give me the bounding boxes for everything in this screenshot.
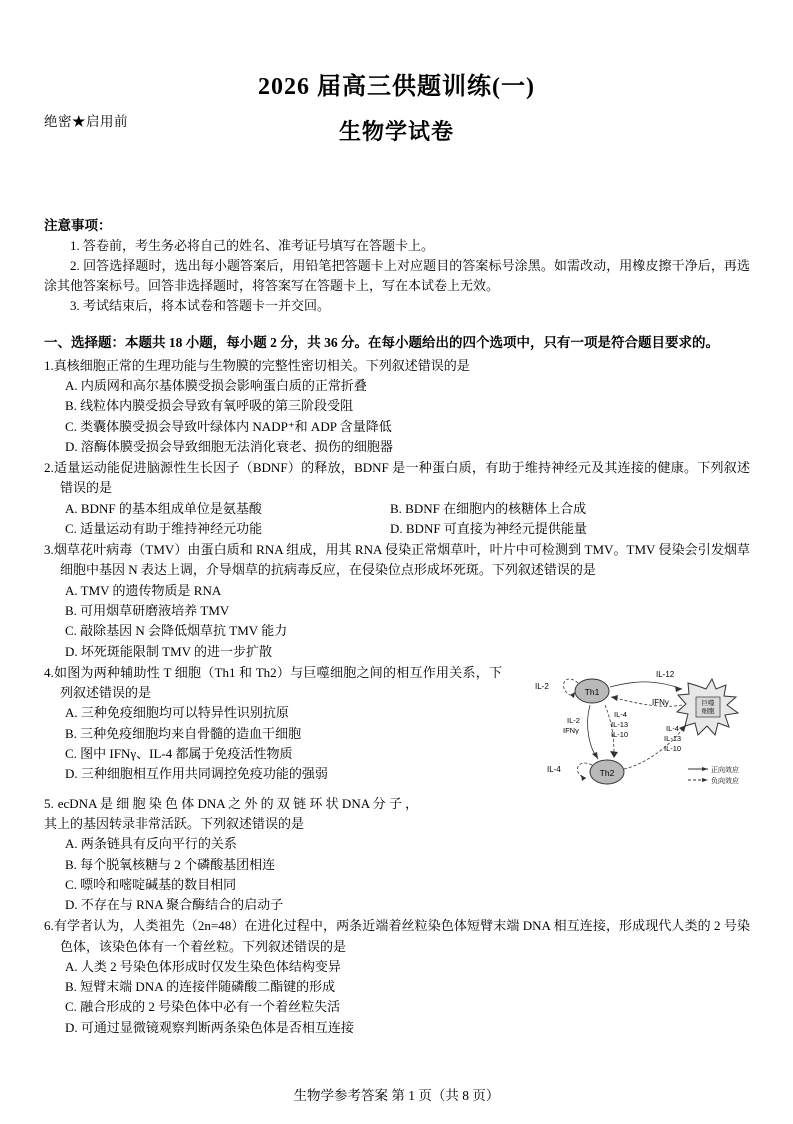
question-stem (44, 916, 750, 957)
question-6 (44, 916, 750, 1038)
option-a[interactable]: A. 内质网和高尔基体膜受损会影响蛋白质的正常折叠 (65, 378, 367, 394)
option-b[interactable]: B. 每个脱氧核糖与 2 个磷酸基团相连 (65, 856, 276, 872)
question-3 (44, 540, 750, 662)
exam-content (44, 214, 750, 1038)
exam-page (0, 66, 793, 1124)
option-row (44, 499, 750, 519)
page-footer: 生物学参考答案 第 1 页（共 8 页） (293, 1088, 500, 1103)
question-number: 4. (44, 664, 54, 680)
svg-text:IFNγ: IFNγ (563, 725, 579, 735)
option-a[interactable]: A. 三种免疫细胞均可以特异性识别抗原 (65, 705, 289, 721)
secret-mark: 绝密★启用前 (44, 114, 128, 129)
option-c[interactable]: C. 融合形成的 2 号染色体中必有一个着丝粒失活 (65, 999, 341, 1015)
option-c[interactable]: C. 图中 IFNγ、IL-4 都属于免疫活性物质 (65, 745, 293, 761)
page-title: 2026 届高三供题训练(一) (258, 74, 535, 100)
svg-text:细胞: 细胞 (701, 707, 715, 715)
question-text: 如图为两种辅助性 T 细胞（Th1 和 Th2）与巨噬细胞之间的相互作用关系，下列叙述错误的是 (53, 664, 502, 701)
notice-item: 2. 回答选择题时，选出每小题答案后，用铅笔把答题卡上对应题目的答案标号涂黑。如需改动，用橡皮擦干净后，再选涂其他答案标号。回答非选择题时，将答案写在答题卡上，写在本试卷上无效。 (44, 258, 750, 294)
option-d[interactable]: D. 可通过显微镜观察判断两条染色体是否相互连接 (65, 1019, 354, 1035)
subject-title: 生物学试卷 (338, 119, 454, 144)
option-b[interactable]: B. 线粒体内膜受损会导致有氧呼吸的第三阶段受阻 (65, 398, 354, 414)
svg-text:IL-2: IL-2 (567, 715, 580, 725)
option-d[interactable]: D. 溶酶体膜受损会导致细胞无法消化衰老、损伤的细胞器 (65, 438, 393, 454)
svg-text:正向效应: 正向效应 (711, 766, 739, 774)
option-a[interactable]: A. BDNF 的基本组成单位是氨基酸 (65, 500, 262, 516)
option-c[interactable]: C. 嘌呤和嘧啶碱基的数目相同 (65, 876, 237, 892)
th1-th2-macrophage-diagram (510, 665, 750, 793)
question-number: 3. (44, 542, 54, 558)
question-text: 真核细胞正常的生理功能与生物膜的完整性密切相关。下列叙述错误的是 (53, 357, 470, 373)
svg-text:IL-13: IL-13 (664, 733, 682, 743)
option-b[interactable]: B. 三种免疫细胞均来自骨髓的造血干细胞 (65, 725, 302, 741)
svg-text:IFNγ: IFNγ (652, 697, 669, 707)
svg-text:IL-4: IL-4 (666, 723, 679, 733)
question-stem (44, 540, 750, 581)
option-d[interactable]: D. BDNF 可直接为神经元提供能量 (390, 520, 587, 536)
question-number: 5. (44, 795, 54, 811)
question-1 (44, 356, 750, 457)
option-a[interactable]: A. 两条链具有反向平行的关系 (65, 836, 237, 852)
svg-text:IL-2: IL-2 (535, 681, 549, 691)
svg-text:Th1: Th1 (584, 686, 600, 697)
question-text: ecDNA 是 细 胞 染 色 体 DNA 之 外 的 双 链 环 状 DNA 分 子 ， (57, 795, 419, 811)
question-4 (44, 663, 750, 793)
svg-text:IL-12: IL-12 (656, 669, 675, 679)
option-b[interactable]: B. BDNF 在细胞内的核糖体上合成 (390, 500, 587, 516)
option-b[interactable]: B. 短臂末端 DNA 的连接伴随磷酸二酯键的形成 (65, 979, 336, 995)
notice-heading: 注意事项： (44, 218, 112, 233)
svg-text:IL-10: IL-10 (664, 743, 682, 753)
svg-text:Th2: Th2 (599, 767, 615, 778)
svg-text:巨噬: 巨噬 (701, 699, 715, 707)
question-number: 6. (44, 918, 54, 934)
option-a[interactable]: A. TMV 的遗传物质是 RNA (65, 582, 222, 598)
option-a[interactable]: A. 人类 2 号染色体形成时仅发生染色体结构变异 (65, 958, 341, 974)
option-b[interactable]: B. 可用烟草研磨液培养 TMV (65, 603, 230, 618)
notice-item: 1. 答卷前，考生务必将自己的姓名、准考证号填写在答题卡上。 (70, 238, 435, 253)
option-d[interactable]: D. 不存在与 RNA 聚合酶结合的启动子 (65, 897, 284, 913)
question-stem-second-line: 其上的基因转录非常活跃。下列叙述错误的是 (44, 816, 305, 832)
svg-text:IL-4: IL-4 (614, 709, 627, 719)
question-stem (44, 356, 750, 376)
notice-item: 3. 考试结束后，将本试卷和答题卡一并交回。 (70, 298, 331, 314)
question-number: 2. (44, 460, 54, 476)
option-d[interactable]: D. 坏死斑能限制 TMV 的进一步扩散 (65, 643, 273, 659)
question-stem (44, 794, 750, 814)
question-stem (44, 458, 750, 499)
svg-text:IL-13: IL-13 (611, 719, 629, 729)
option-row (44, 519, 750, 539)
option-c[interactable]: C. 类囊体膜受损会导致叶绿体内 NADP⁺和 ADP 含量降低 (65, 418, 392, 434)
question-number: 1. (44, 357, 54, 373)
option-c[interactable]: C. 敲除基因 N 会降低烟草抗 TMV 能力 (65, 623, 288, 639)
question-5 (44, 794, 750, 916)
option-c[interactable]: C. 适量运动有助于维持神经元功能 (65, 520, 263, 536)
svg-text:IL-10: IL-10 (611, 729, 629, 739)
svg-text:IL-4: IL-4 (547, 764, 561, 774)
svg-text:负向效应: 负向效应 (711, 777, 739, 785)
question-text: 适量运动能促进脑源性生长因子（BDNF）的释放，BDNF 是一种蛋白质，有助于维持神经元及其连接的健康。下列叙述错误的是 (53, 460, 750, 496)
question-text: 烟草花叶病毒（TMV）由蛋白质和 RNA 组成，用其 RNA 侵染正常烟草叶，叶片中可检测到 TMV。TMV 侵染会引发烟草细胞中基因 N 表达上调，介导烟草的抗病毒反应，在侵染位点形成坏死斑。下列叙述错误的是 (53, 542, 750, 578)
section-heading: 一、选择题：本题共 18 小题，每小题 2 分，共 36 分。在每小题给出的四个选项中，只有一项是符合题目要求的。 (44, 334, 719, 350)
question-text: 有学者认为，人类祖先（2n=48）在进化过程中，两条近端着丝粒染色体短臂末端 DNA 相互连接，形成现代人类的 2 号染色体，该染色体有一个着丝粒。下列叙述错误的是 (53, 918, 750, 954)
question-2 (44, 458, 750, 539)
option-d[interactable]: D. 三种细胞相互作用共同调控免疫功能的强弱 (65, 766, 328, 782)
